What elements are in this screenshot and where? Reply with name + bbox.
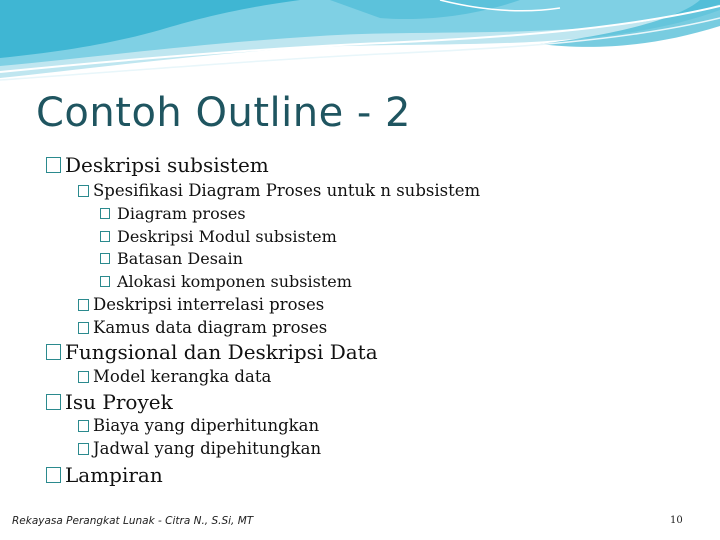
bullet-square-icon bbox=[46, 467, 61, 483]
outline-item-level-1 bbox=[46, 390, 173, 414]
outline-item-level-2 bbox=[78, 416, 319, 435]
bullet-square-icon bbox=[100, 276, 110, 287]
page-number: 10 bbox=[670, 515, 683, 526]
bullet-square-icon bbox=[78, 420, 89, 432]
outline-item-level-1 bbox=[46, 340, 378, 364]
outline-item-level-2 bbox=[78, 318, 327, 337]
bullet-square-icon bbox=[78, 299, 89, 311]
outline-item-text: Kamus data diagram proses bbox=[93, 318, 328, 337]
bullet-square-icon bbox=[78, 371, 89, 383]
outline-item-text: Spesifikasi Diagram Proses untuk n subsistem bbox=[93, 181, 481, 200]
outline-item-level-2 bbox=[78, 367, 271, 386]
slide-title: Contoh Outline - 2 bbox=[36, 90, 411, 136]
outline-item-text: Isu Proyek bbox=[65, 390, 173, 414]
outline-item-level-3 bbox=[100, 204, 246, 223]
bullet-square-icon bbox=[46, 394, 61, 410]
bullet-square-icon bbox=[100, 231, 110, 242]
outline-item-level-1 bbox=[46, 463, 163, 487]
bullet-square-icon bbox=[46, 344, 61, 360]
outline-item-text: Biaya yang diperhitungkan bbox=[93, 416, 320, 435]
bullet-square-icon bbox=[78, 185, 89, 197]
outline-item-level-3 bbox=[100, 272, 352, 291]
outline-item-text: Deskripsi interrelasi proses bbox=[93, 295, 325, 314]
outline-item-text: Batasan Desain bbox=[117, 249, 243, 268]
outline-item-level-2 bbox=[78, 295, 324, 314]
bullet-square-icon bbox=[78, 322, 89, 334]
outline-item-level-3 bbox=[100, 249, 243, 268]
outline-item-level-1 bbox=[46, 153, 269, 177]
outline-item-text: Fungsional dan Deskripsi Data bbox=[65, 340, 378, 364]
bullet-square-icon bbox=[100, 208, 110, 219]
outline-item-text: Alokasi komponen subsistem bbox=[117, 272, 352, 291]
footer-text: Rekayasa Perangkat Lunak - Citra N., S.Si, MT bbox=[12, 515, 254, 527]
outline-item-text: Model kerangka data bbox=[93, 367, 272, 386]
bullet-square-icon bbox=[46, 157, 61, 173]
outline-item-text: Lampiran bbox=[65, 463, 163, 487]
bullet-square-icon bbox=[78, 443, 89, 455]
outline-item-text: Jadwal yang dipehitungkan bbox=[93, 439, 322, 458]
outline-item-level-2 bbox=[78, 181, 480, 200]
outline-item-level-3 bbox=[100, 227, 337, 246]
outline-item-text: Deskripsi subsistem bbox=[65, 153, 269, 177]
outline-item-level-2 bbox=[78, 439, 321, 458]
outline-item-text: Diagram proses bbox=[117, 204, 246, 223]
outline-item-text: Deskripsi Modul subsistem bbox=[117, 227, 337, 246]
bullet-square-icon bbox=[100, 253, 110, 264]
